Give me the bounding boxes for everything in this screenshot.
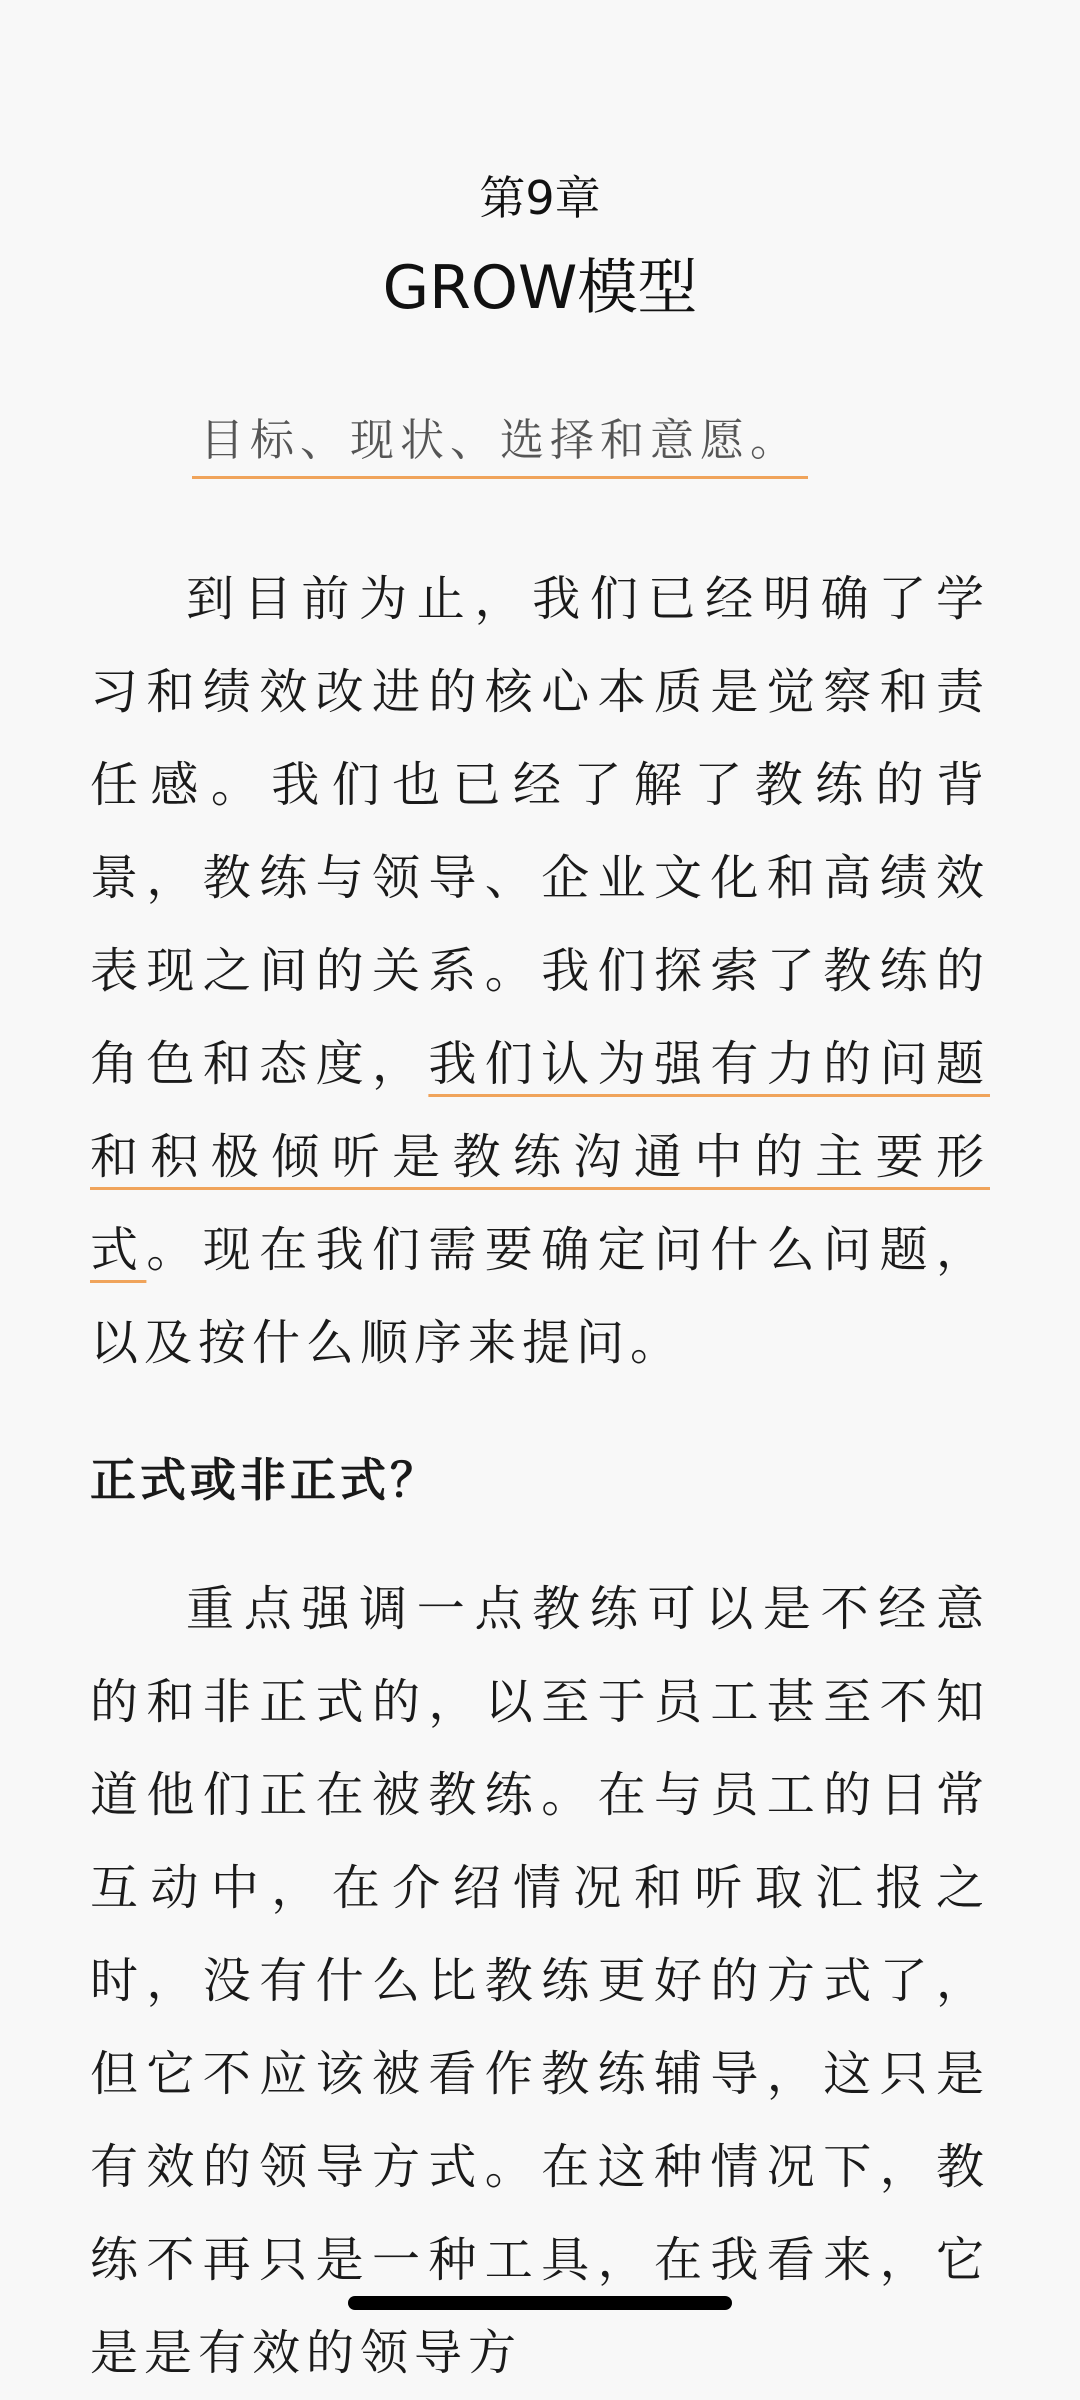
- paragraph-2: 重点强调一点教练可以是不经意的和非正式的，以至于员工甚至不知道他们正在被教练。在与员工的日常互动中，在介绍情况和听取汇报之时，没有什么比教练更好的方式了，但它不应该被看作教练辅导，这只是有效的领导方式。在这种情况下，教练不再只是一种工具，在我看来，它是是有效的领导方: [90, 1581, 990, 2381]
- paragraph-1-text-before: 到目前为止，我们已经明确了学习和绩效改进的核心本质是觉察和责任感。我们也已经了解了教练的背景，教练与领导、企业文化和高绩效表现之间的关系。我们探索了教练的角色和态度，: [90, 571, 990, 1092]
- paragraph-1-text-after: 。现在我们需要确定问什么问题，以及按什么顺序来提问。: [90, 1222, 990, 1371]
- paragraph-1: [90, 553, 990, 1390]
- reading-content: [90, 553, 990, 2381]
- section-heading: 正式或非正式？: [90, 1453, 440, 1507]
- highlighted-passage[interactable]: 我们认为强有力的问题和积极倾听是教练沟通中的主要形式: [90, 1036, 990, 1278]
- epigraph-highlight[interactable]: 目标、现状、选择和意愿。: [192, 408, 808, 479]
- chapter-number: 第9章: [479, 171, 601, 225]
- home-indicator[interactable]: [348, 2296, 732, 2310]
- chapter-title: GROW模型: [382, 253, 698, 323]
